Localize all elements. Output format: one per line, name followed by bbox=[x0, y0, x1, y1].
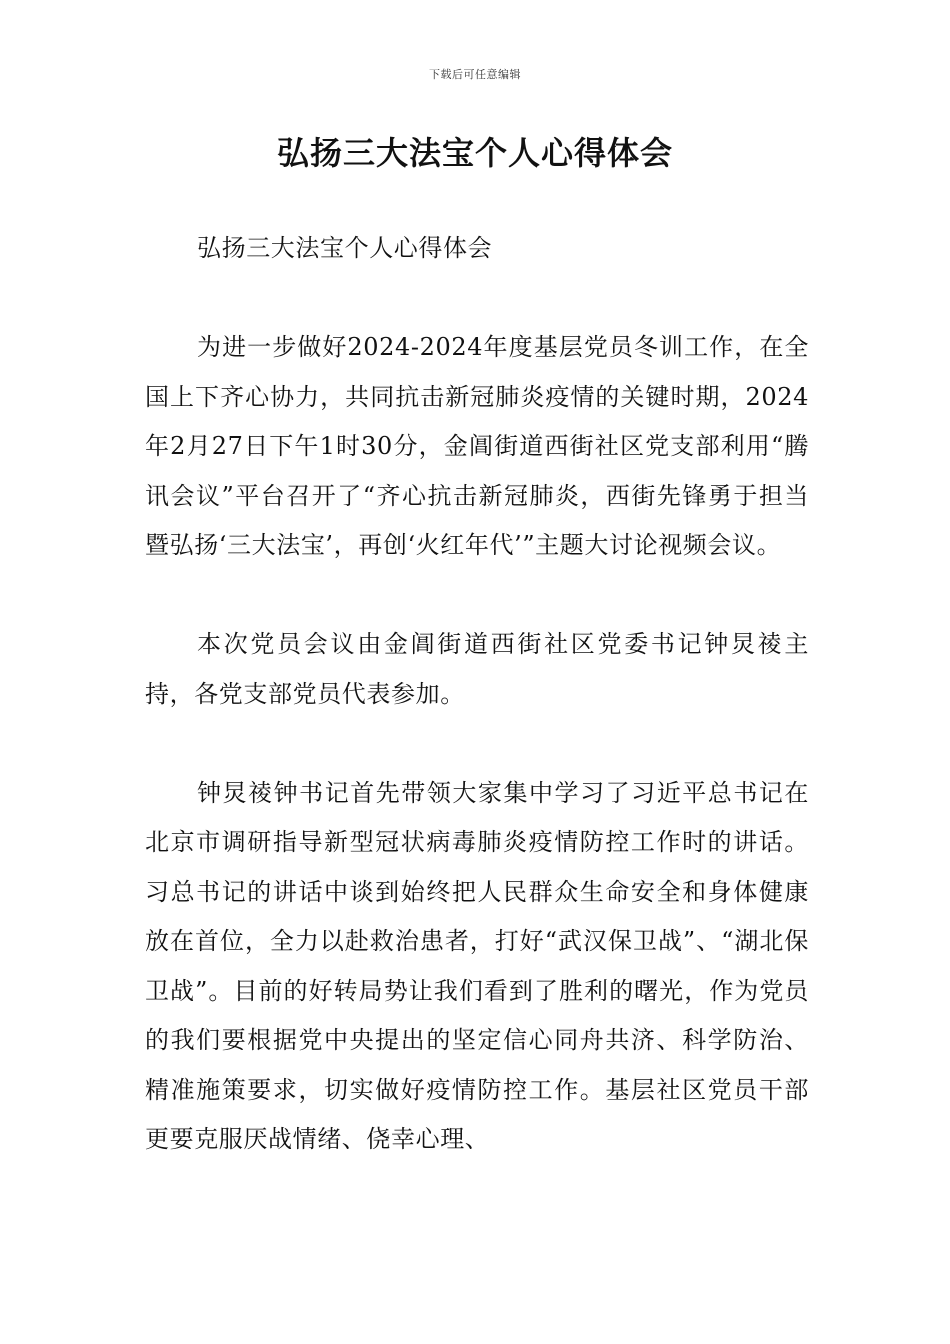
paragraph-2: 本次党员会议由金阊街道西街社区党委书记钟炅祾主持，各党支部党员代表参加。 bbox=[145, 630, 809, 708]
document-subtitle: 弘扬三大法宝个人心得体会 bbox=[197, 234, 493, 262]
paragraph-1: 为进一步做好2024-2024年度基层党员冬训工作，在全国上下齐心协力，共同抗击新冠肺炎疫情的关键时期，2024年2月27日下午1时30分，金阊街道西街社区党支部利用“腾讯会议”平台召开了“齐心抗击新冠肺炎，西街先锋勇于担当暨弘扬‘三大法宝’，再创‘火红年代’”主题大讨论视频会议。 bbox=[145, 333, 809, 559]
document-title: 弘扬三大法宝个人心得体会 bbox=[276, 134, 673, 172]
paragraph-3: 钟炅祾钟书记首先带领大家集中学习了习近平总书记在北京市调研指导新型冠状病毒肺炎疫情防控工作时的讲话。习总书记的讲话中谈到始终把人民群众生命安全和身体健康放在首位，全力以赴救治患者，打好“武汉保卫战”、“湖北保卫战”。目前的好转局势让我们看到了胜利的曙光，作为党员的我们要根据党中央提出的坚定信心同舟共济、科学防治、精准施策要求，切实做好疫情防控工作。基层社区党员干部更要克服厌战情绪、侥幸心理、 bbox=[145, 778, 809, 1153]
document-body bbox=[145, 224, 809, 1165]
header-note: 下载后可任意编辑 bbox=[429, 68, 521, 81]
